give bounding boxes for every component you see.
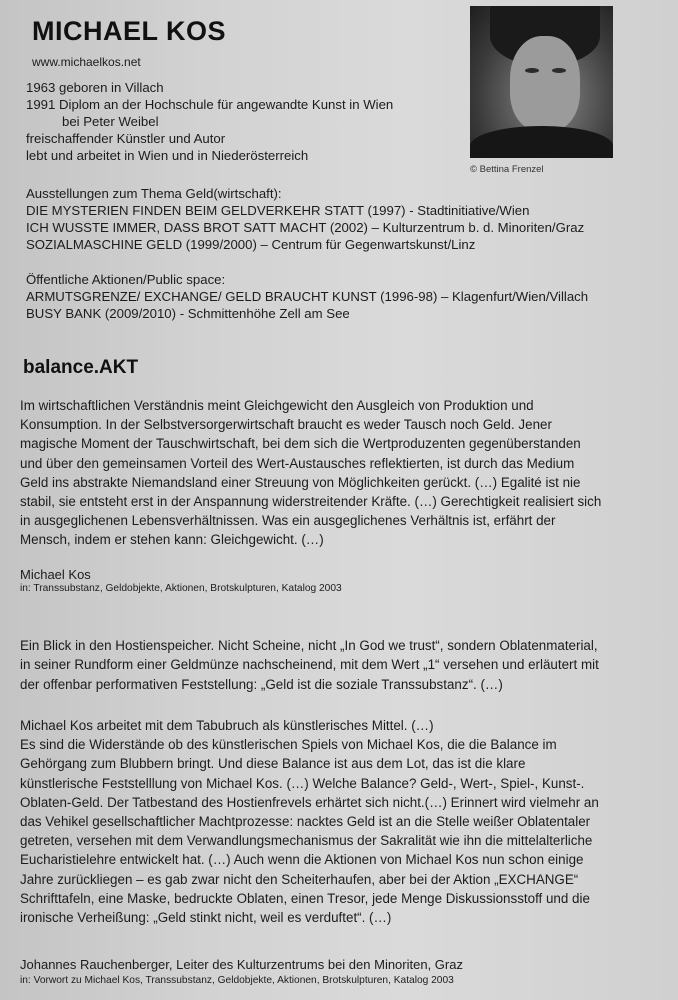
- text-line: Eucharistielehre entwickelt hat. (…) Auch wenn die Aktionen von Michael Kos nun schon einige: [20, 852, 584, 868]
- text-line: Jahre zurückliegen – es gab zwar nicht den Scheiterhaufen, aber bei der Aktion „EXCHANGE“: [20, 871, 579, 887]
- page-title: MICHAEL KOS: [32, 16, 227, 46]
- text-line: Im wirtschaftlichen Verständnis meint Gleichgewicht den Ausgleich von Produktion und: [20, 398, 534, 413]
- bio-line: bei Peter Weibel: [62, 114, 159, 129]
- text-line: stabil, sie entsteht erst in der Anspannung widerstreitender Kräfte. (…) Gerechtigkeit realisiert sich: [20, 494, 602, 510]
- bio-line: lebt und arbeitet in Wien und in Niederösterreich: [26, 148, 309, 163]
- bio-line: freischaffender Künstler und Autor: [26, 131, 226, 146]
- quote-paragraph-1: [20, 636, 665, 694]
- list-item: ICH WUSSTE IMMER, DASS BROT SATT MACHT (2002) – Kulturzentrum b. d. Minoriten/Graz: [26, 220, 585, 235]
- text-line: künstlerische Feststelllung von Michael Kos. (…) Welche Balance? Geld-, Wert-, Spiel-, Kunst-.: [20, 775, 585, 791]
- text-line: und über den gemeinsamen Vorteil des Wert-Austausches reflektierten, ist durch das Medium: [20, 455, 575, 471]
- balance-author: Michael Kos: [20, 567, 91, 582]
- text-line: Konsumption. In der Selbstversorgerwirtschaft braucht es weder Tausch noch Geld. Jener: [20, 417, 552, 433]
- text-line: Gehörgang zum Blubbern bringt. Und diese Balance ist aus dem Lot, das ist die klare: [20, 756, 526, 772]
- balance-heading: balance.AKT: [23, 357, 139, 378]
- text-line: ironische Verheißung: „Geld stinkt nicht, weil es verduftet“. (…): [20, 910, 392, 926]
- list-item: DIE MYSTERIEN FINDEN BEIM GELDVERKEHR STATT (1997) - Stadtinitiative/Wien: [26, 203, 530, 218]
- text-line: Michael Kos arbeitet mit dem Tabubruch als künstlerisches Mittel. (…): [20, 718, 434, 733]
- photo-credit: © Bettina Frenzel: [470, 164, 544, 175]
- text-line: das Vehikel gesellschaftlicher Machtprozesse: nacktes Geld ist an die Stelle weißer Oblatentaler: [20, 814, 591, 830]
- public-actions-section: [26, 271, 588, 322]
- bio-line: 1963 geboren in Villach: [26, 80, 164, 95]
- quote-author: Johannes Rauchenberger, Leiter des Kulturzentrums bei den Minoriten, Graz: [20, 957, 463, 972]
- text-line: der offenbar performativen Feststellung: „Geld ist die soziale Transsubstanz“. (…): [20, 676, 503, 692]
- text-line: Schrifttafeln, eine Maske, bedruckte Oblaten, einen Tresor, jede Menge Diskussionsstoff und die: [20, 890, 590, 906]
- exhibitions-section: [26, 185, 584, 253]
- quote-paragraph-2: [20, 716, 665, 927]
- text-line: Ein Blick in den Hostienspeicher. Nicht Scheine, nicht „In God we trust“, sondern Oblatenmaterial,: [20, 638, 598, 653]
- text-line: Es sind die Widerstände ob des künstlerischen Spiels von Michael Kos, die die Balance im: [20, 737, 557, 753]
- list-item: SOZIALMASCHINE GELD (1999/2000) – Centrum für Gegenwartskunst/Linz: [26, 237, 476, 252]
- balance-paragraph: [20, 396, 665, 550]
- text-line: getreten, versehen mit dem Verwandlungsmechanismus der Sakralität wie ihn die mittelalterliche: [20, 833, 593, 849]
- balance-source: in: Transsubstanz, Geldobjekte, Aktionen, Brotskulpturen, Katalog 2003: [20, 583, 342, 594]
- text-line: magische Moment der Tauschwirtschaft, bei dem sich die Wertproduzenten gegenüberstanden: [20, 436, 581, 452]
- section-title: Öffentliche Aktionen/Public space:: [26, 272, 226, 287]
- text-line: Mensch, indem er stehen kann: Gleichgewicht. (…): [20, 532, 324, 548]
- list-item: BUSY BANK (2009/2010) - Schmittenhöhe Zell am See: [26, 306, 350, 321]
- text-line: in seiner Rundform einer Geldmünze nachscheinend, mit dem Wert „1“ versehen und erläutert mit: [20, 657, 599, 673]
- portrait-photo: [470, 6, 613, 158]
- website-link[interactable]: www.michaelkos.net: [32, 55, 141, 69]
- list-item: ARMUTSGRENZE/ EXCHANGE/ GELD BRAUCHT KUNST (1996-98) – Klagenfurt/Wien/Villach: [26, 289, 589, 304]
- text-line: Oblaten-Geld. Der Tatbestand des Hostienfrevels erhärtet sich nicht.(…) Erinnert wird vielmehr an: [20, 794, 599, 810]
- bio-block: [26, 79, 393, 164]
- quote-source: in: Vorwort zu Michael Kos, Transsubstanz, Geldobjekte, Aktionen, Brotskulpturen, Katalog 2003: [20, 975, 454, 986]
- bio-line: 1991 Diplom an der Hochschule für angewandte Kunst in Wien: [26, 97, 394, 112]
- text-line: in ausgeglichenen Lebensverhältnissen. Was ein ausgeglichenes Verhältnis ist, erfährt der: [20, 513, 556, 529]
- text-line: Geld ins abstrakte Niemandsland einer Streuung von Möglichkeiten gerückt. (…) Egalité ist nie: [20, 474, 581, 490]
- section-title: Ausstellungen zum Thema Geld(wirtschaft):: [26, 186, 282, 201]
